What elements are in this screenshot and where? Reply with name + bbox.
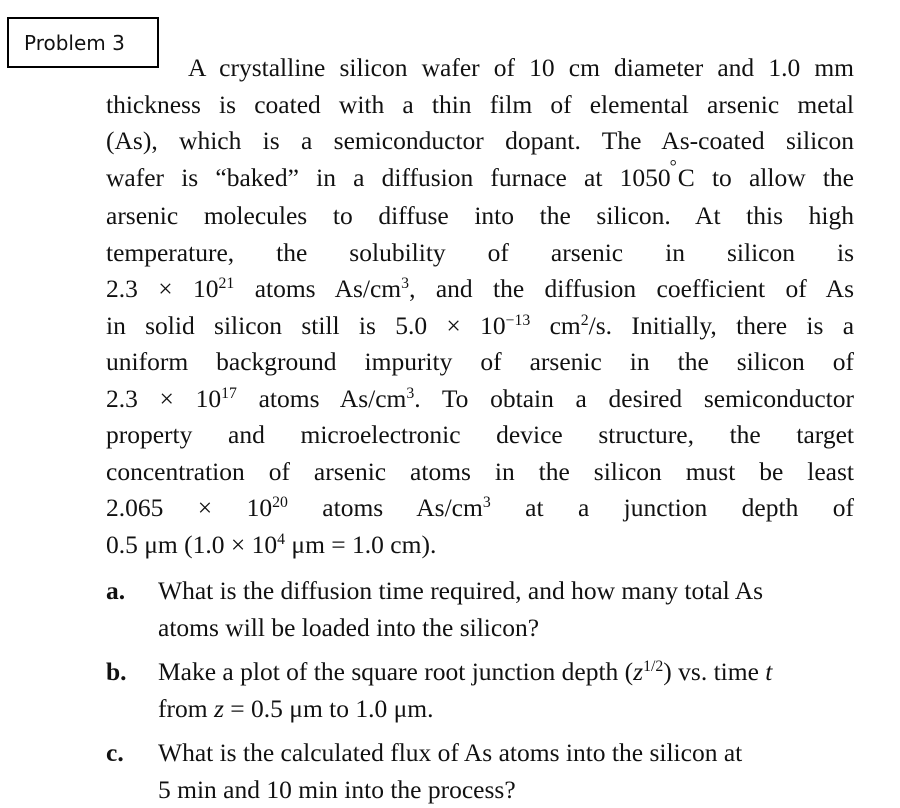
- intro-line-14-a: 0.5 μm (1.0 × 10: [106, 530, 277, 559]
- intro-line-8-a: in solid silicon still is 5.0 × 10: [106, 311, 506, 340]
- exponent: 20: [272, 494, 288, 511]
- intro-line-14: [106, 527, 854, 564]
- exponent: 21: [219, 275, 235, 292]
- exponent: 4: [277, 531, 285, 548]
- question-c: [106, 735, 854, 808]
- exponent: −13: [506, 312, 531, 329]
- degree-symbol: °: [670, 156, 677, 176]
- intro-line-14-b: μm = 1.0 cm).: [285, 530, 436, 559]
- intro-line-13-a: 2.065 × 10: [106, 493, 272, 522]
- exponent: 17: [221, 385, 237, 402]
- intro-line-8-b: cm: [530, 311, 580, 340]
- question-letter: b.: [106, 654, 158, 727]
- intro-line-10: [106, 381, 854, 418]
- intro-line-4-a: wafer is “baked” in a diffusion furnace at 1050: [106, 163, 671, 192]
- question-letter: a.: [106, 573, 158, 646]
- exponent: 3: [483, 494, 491, 511]
- variable-z: z: [633, 657, 643, 686]
- question-c-text: [158, 735, 854, 808]
- intro-line-12: concentration of arsenic atoms in the silicon must be least: [106, 454, 854, 491]
- intro-line-13-b: atoms As/cm: [288, 493, 483, 522]
- intro-line-10-c: . To obtain a desired semiconductor: [414, 384, 854, 413]
- question-b-line-1-b: ) vs. time: [663, 657, 765, 686]
- intro-line-13: [106, 490, 854, 527]
- problem-statement: [106, 50, 854, 808]
- question-b-line-2-b: = 0.5 μm to 1.0 μm.: [224, 694, 434, 723]
- question-b-line-2: [158, 691, 854, 728]
- intro-line-4-b: C to allow the: [678, 163, 854, 192]
- variable-z: z: [214, 694, 224, 723]
- intro-line-10-a: 2.3 × 10: [106, 384, 221, 413]
- exponent: 3: [401, 275, 409, 292]
- intro-line-7-a: 2.3 × 10: [106, 274, 219, 303]
- intro-line-9: uniform background impurity of arsenic in the silicon of: [106, 344, 854, 381]
- exponent: 3: [406, 385, 414, 402]
- question-a-line-2: atoms will be loaded into the silicon?: [158, 610, 854, 647]
- question-a: [106, 573, 854, 646]
- question-letter: c.: [106, 735, 158, 808]
- intro-line-13-c: at a junction depth of: [491, 493, 854, 522]
- intro-line-8: [106, 308, 854, 345]
- question-b-text: [158, 654, 854, 727]
- variable-t: t: [765, 657, 772, 686]
- question-a-line-1: What is the diffusion time required, and how many total As: [158, 573, 854, 610]
- question-b: [106, 654, 854, 727]
- exponent: 1/2: [643, 658, 663, 675]
- intro-line-11: property and microelectronic device structure, the target: [106, 417, 854, 454]
- intro-line-2: thickness is coated with a thin film of elemental arsenic metal: [106, 87, 854, 124]
- intro-line-7-c: , and the diffusion coefficient of As: [409, 274, 854, 303]
- question-c-line-2: 5 min and 10 min into the process?: [158, 772, 854, 808]
- problem-label-text: Problem 3: [24, 31, 125, 55]
- question-a-text: [158, 573, 854, 646]
- intro-line-8-c: /s. Initially, there is a: [589, 311, 854, 340]
- intro-line-7-b: atoms As/cm: [234, 274, 401, 303]
- question-b-line-1: [158, 654, 854, 691]
- intro-line-6: temperature, the solubility of arsenic in silicon is: [106, 235, 854, 272]
- question-b-line-2-a: from: [158, 694, 214, 723]
- intro-line-10-b: atoms As/cm: [237, 384, 406, 413]
- question-c-line-1: What is the calculated flux of As atoms into the silicon at: [158, 735, 854, 772]
- intro-line-4: [106, 160, 854, 199]
- intro-line-7: [106, 271, 854, 308]
- question-b-line-1-a: Make a plot of the square root junction depth (: [158, 657, 633, 686]
- intro-line-1: A crystalline silicon wafer of 10 cm diameter and 1.0 mm: [106, 50, 854, 87]
- intro-line-5: arsenic molecules to diffuse into the silicon. At this high: [106, 198, 854, 235]
- exponent: 2: [581, 312, 589, 329]
- intro-line-3: (As), which is a semiconductor dopant. The As-coated silicon: [106, 123, 854, 160]
